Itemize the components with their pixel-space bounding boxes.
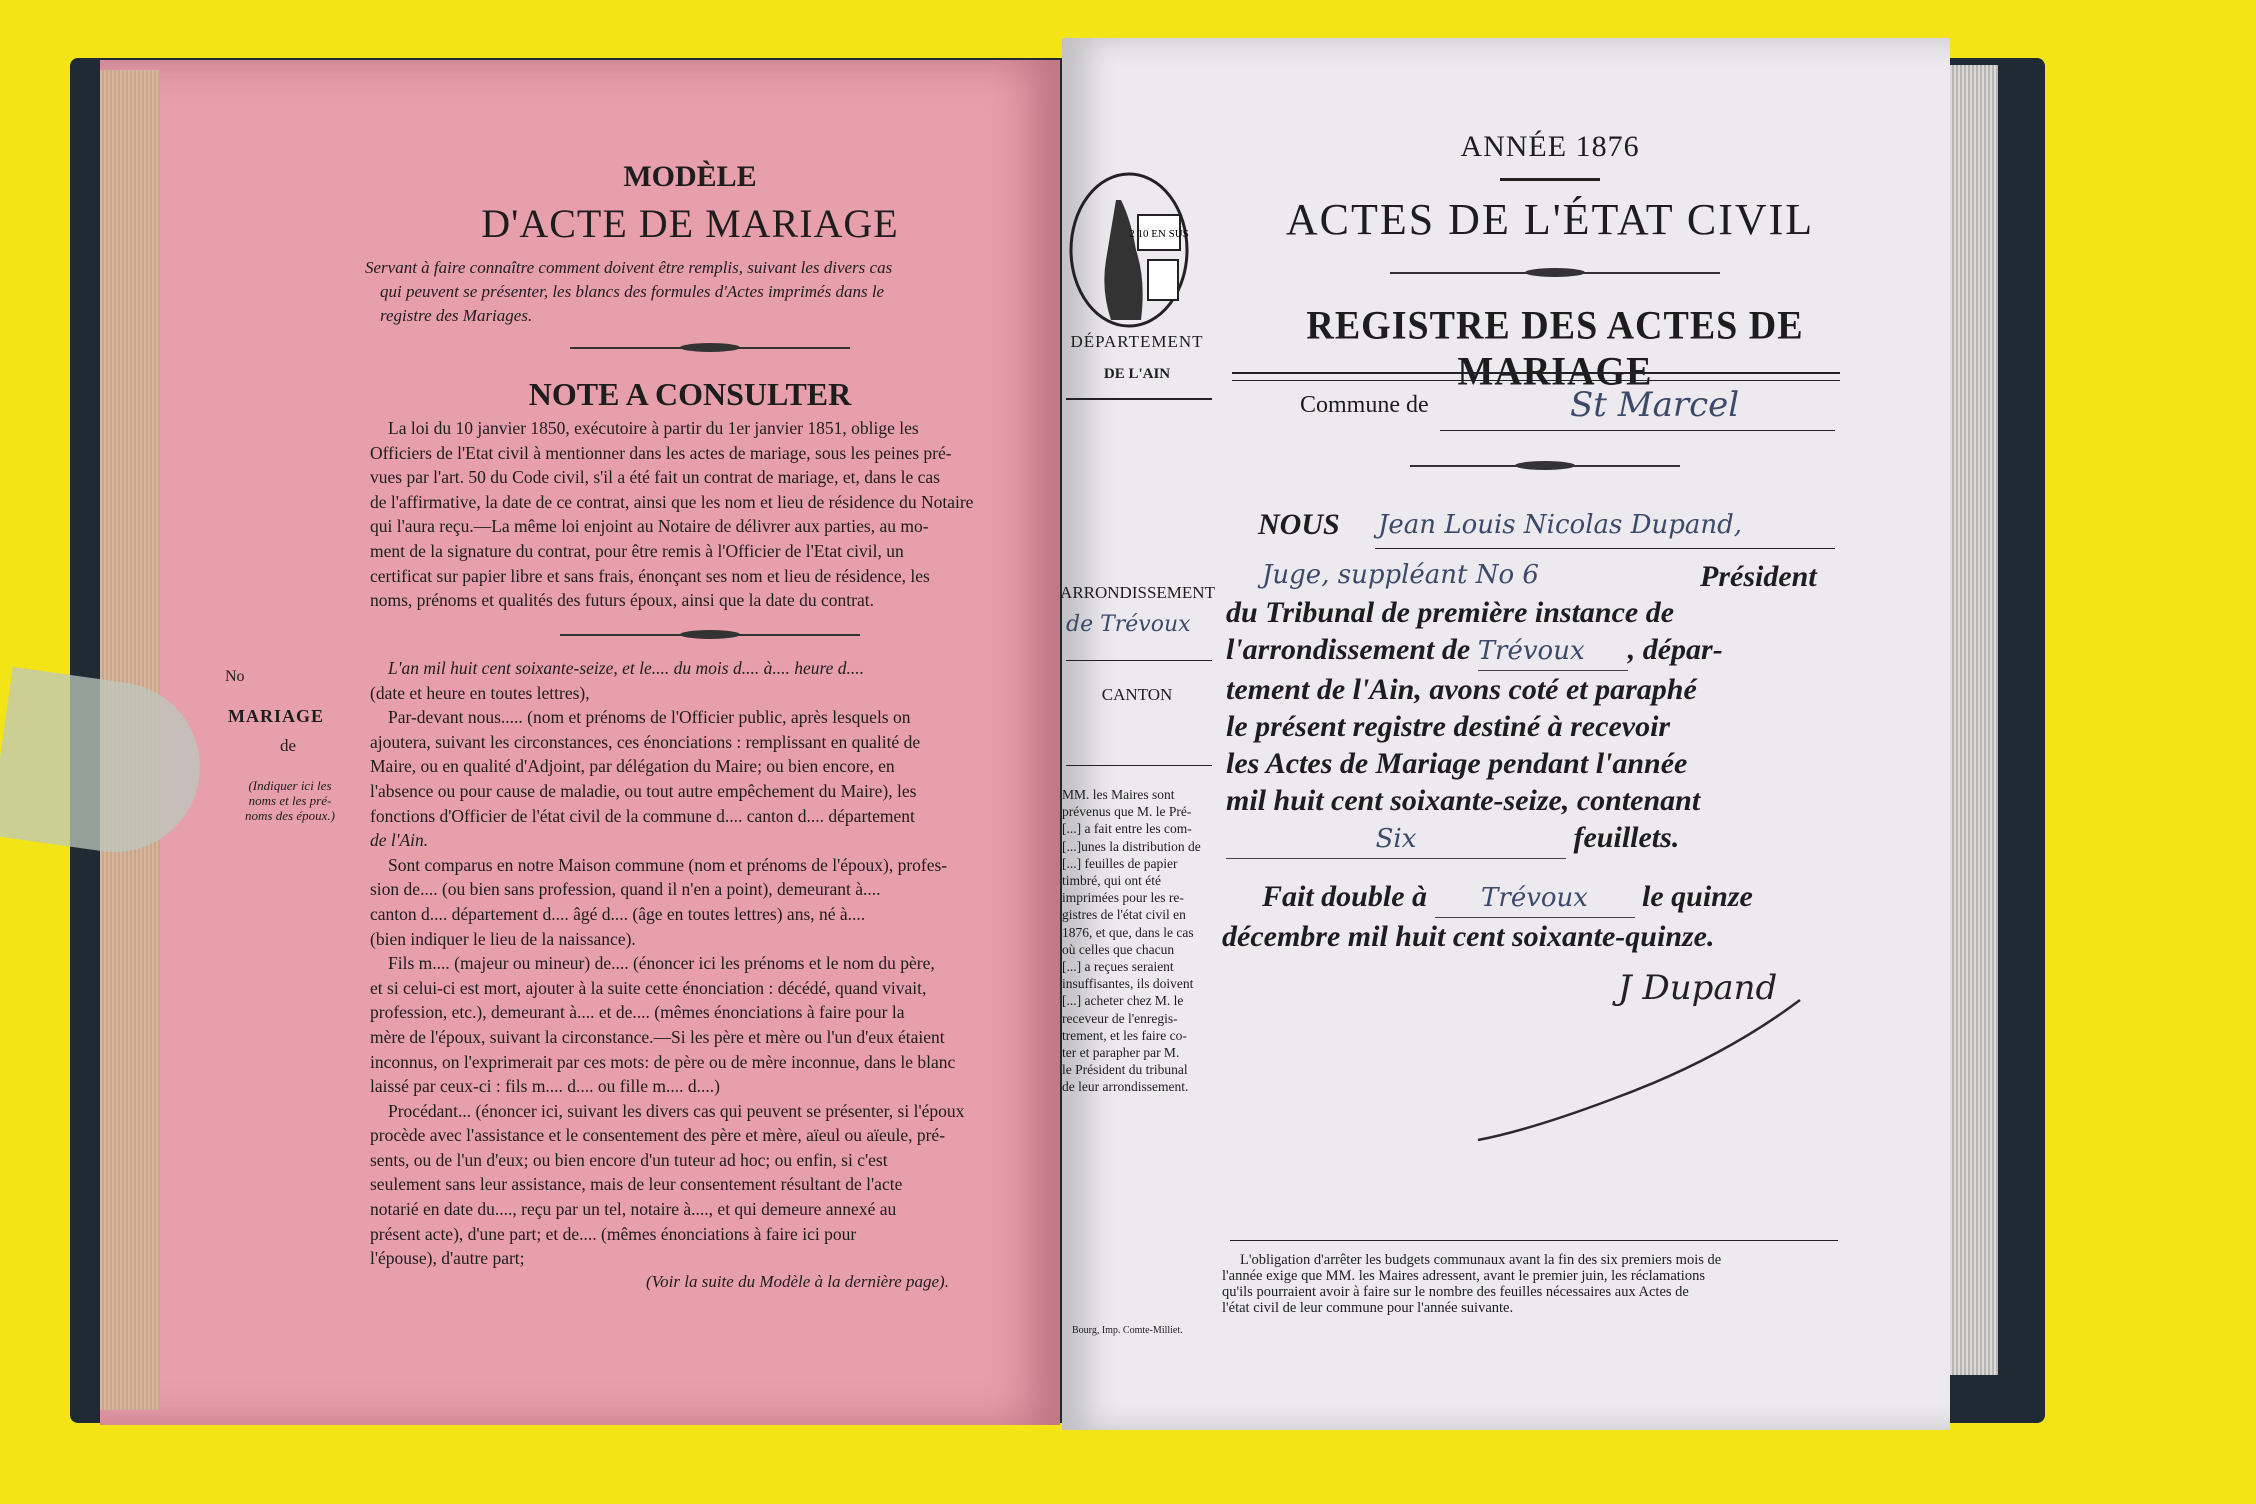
notice-line: où celles que chacun [1062, 941, 1175, 957]
model-line: L'an mil huit cent soixante-seize, et le.... du mois d.... à.... heure d.... [388, 658, 865, 678]
annee-heading: ANNÉE 1876 [1460, 130, 1640, 163]
note-line: ment de la signature du contrat, pour être remis à l'Officier de l'Etat civil, un [370, 540, 904, 561]
note-line: noms, prénoms et qualités des futurs époux, ainsi que la date du contrat. [370, 590, 874, 611]
stamp-figure [1104, 200, 1142, 320]
model-line: sion de.... (ou bien sans profession, quand il n'en a point), demeurant à.... [370, 879, 881, 900]
fait-double [1222, 878, 1852, 956]
note-line: certificat sur papier libre et sans frais, énonçant ses nom et lieu de résidence, les [370, 565, 930, 586]
margin-de: de [280, 736, 297, 755]
count-value: Six [1226, 821, 1566, 859]
margin-no: No [225, 668, 245, 685]
para-line: mil huit cent soixante-seize, contenant [1226, 784, 1701, 817]
model-line: Maire, ou en qualité d'Adjoint, par délégation du Maire; ou bien encore, en [370, 756, 895, 777]
note-body [370, 416, 1030, 613]
notice-line: prévenus que M. le Pré- [1062, 804, 1192, 820]
para-line-count [1226, 819, 1846, 859]
margin-notice [1062, 786, 1217, 1096]
arr-value: Trévoux [1478, 633, 1628, 671]
model-line: notarié en date du...., reçu par un tel, notaire à...., et qui demeure annexé au [370, 1199, 897, 1220]
notice-line: gistres de l'état civil en [1062, 907, 1186, 923]
margin-mariage: MARIAGE [228, 706, 324, 726]
model-line: de l'Ain. [370, 830, 429, 851]
model-line: Sont comparus en notre Maison commune (nom et prénoms de l'époux), profes- [388, 854, 948, 875]
feuillets-label: feuillets. [1573, 821, 1680, 854]
footer-notice [1222, 1252, 1842, 1316]
ornament-divider [1410, 461, 1680, 471]
model-line: sents, ou de l'un d'eux; ou bien encore d'un tuteur ad hoc; ou enfin, si c'est [370, 1149, 888, 1170]
model-line: fonctions d'Officier de l'état civil de la commune d.... canton d.... département [370, 805, 915, 826]
de-l-ain-label: DE L'AIN [1103, 366, 1171, 382]
margin-note [225, 778, 355, 823]
notice-line: [...] a reçues seraient [1062, 959, 1174, 975]
para-line: du Tribunal de première instance de [1226, 596, 1675, 629]
main-paragraph [1226, 594, 1846, 859]
right-page-edges [1950, 65, 1998, 1375]
name-underline [1375, 548, 1835, 549]
printer-imprint: Bourg, Imp. Comte-Milliet. [1072, 1325, 1183, 1336]
subtitle-line: qui peuvent se présenter, les blancs des formules d'Actes imprimés dans le [380, 282, 885, 301]
note-line: de l'affirmative, la date de ce contrat, ainsi que les nom et lieu de résidence du Notaire [370, 491, 974, 512]
notice-line: [...] a fait entre les com- [1062, 821, 1192, 837]
fait-label: Fait double à [1262, 880, 1428, 913]
model-line: (bien indiquer le lieu de la naissance). [370, 928, 636, 949]
nous-label: NOUS [1258, 508, 1340, 541]
stamp-text: 2 10 EN SUS [1129, 228, 1189, 240]
departement-label: DÉPARTEMENT [1070, 332, 1204, 351]
model-line: et si celui-ci est mort, ajouter à la suite cette énonciation : décédé, quand vivait, [370, 977, 927, 998]
ornament-divider [560, 630, 860, 640]
notice-line: de leur arrondissement. [1062, 1079, 1189, 1095]
right-page-title: ACTES DE L'ÉTAT CIVIL [1285, 195, 1815, 244]
commune-label: Commune de [1300, 392, 1429, 418]
signature: J Dupand [1618, 968, 1778, 1008]
model-line: l'épouse), d'autre part; [370, 1248, 525, 1269]
divider-line [1066, 660, 1212, 661]
arrondissement-value: de Trévoux [1066, 612, 1191, 637]
president-label: Président [1700, 560, 1817, 593]
arr-text-end: , dépar- [1627, 633, 1723, 666]
modele-heading: MODÈLE [623, 160, 757, 193]
model-line: canton d.... département d.... âgé d.... (âge en toutes lettres) ans, né à.... [370, 903, 866, 924]
flourish-stroke [1478, 1000, 1800, 1140]
margin-note-line: noms et les pré- [248, 793, 332, 808]
model-line: Par-devant nous..... (nom et prénoms de l'Officier public, après lesquels on [388, 707, 911, 728]
nous-name: Jean Louis Nicolas Dupand, [1378, 510, 1742, 540]
arr-text: l'arrondissement de [1226, 633, 1471, 666]
notice-line: [...] feuilles de papier [1062, 855, 1178, 871]
model-line: seulement sans leur assistance, mais de leur consentement résultant de l'acte [370, 1174, 903, 1195]
model-line: mère de l'époux, suivant la circonstance.—Si les père et mère ou l'un d'eux étaient [370, 1026, 945, 1047]
footer-rule [1230, 1240, 1838, 1241]
footer-line: l'année exige que MM. les Maires adressent, avant le premier juin, les réclamations [1222, 1268, 1705, 1284]
date-line: décembre mil huit cent soixante-quinze. [1222, 920, 1715, 953]
divider-line [1066, 765, 1212, 766]
notice-line: receveur de l'enregis- [1062, 1010, 1178, 1026]
subtitle-line: registre des Mariages. [380, 306, 533, 325]
margin-note-line: (Indiquer ici les [248, 778, 332, 793]
model-line: Fils m.... (majeur ou mineur) de.... (énoncer ici les prénoms et le nom du père, [388, 953, 935, 974]
canton-label: CANTON [1101, 685, 1173, 704]
divider-line [1500, 178, 1600, 181]
divider-line [1232, 372, 1840, 374]
model-line: ajoutera, suivant les circonstances, ces énonciations : remplissant en qualité de [370, 731, 921, 752]
ornament-divider [570, 343, 850, 353]
note-title: NOTE A CONSULTER [528, 376, 852, 412]
stamp-frame [1148, 260, 1178, 300]
footer-line: l'état civil de leur commune pour l'année suivante. [1222, 1300, 1514, 1316]
model-line: laissé par ceux-ci : fils m.... d.... ou fille m.... d....) [370, 1076, 720, 1097]
notice-line: ter et parapher par M. [1062, 1045, 1180, 1061]
le-quinze-label: le quinze [1642, 880, 1753, 913]
registre-heading: REGISTRE DES ACTES DE MARIAGE [1306, 303, 1804, 395]
left-subtitle [365, 256, 1035, 328]
notice-line: insuffisantes, ils doivent [1062, 976, 1194, 992]
commune-value: St Marcel [1570, 385, 1740, 425]
model-line: Procédant... (énoncer ici, suivant les divers cas qui peuvent se présenter, si l'époux [388, 1100, 965, 1121]
model-line: présent acte), d'une part; et de.... (mêmes énonciations à faire ici pour [370, 1223, 857, 1244]
model-line: l'absence ou pour cause de maladie, ou tout autre empêchement du Maire), les [370, 780, 917, 801]
margin-note-line: noms des époux.) [245, 808, 335, 823]
fait-line [1262, 878, 1852, 918]
notice-line: timbré, qui ont été [1062, 873, 1161, 889]
model-line: profession, etc.), demeurant à.... et de.... (mêmes énonciations à faire pour la [370, 1002, 905, 1023]
divider-line [1232, 380, 1840, 381]
divider-line [1066, 398, 1212, 400]
model-line: inconnus, on l'exprimerait par ces mots: de père ou de mère inconnue, dans le blanc [370, 1051, 956, 1072]
model-body [370, 656, 1030, 1271]
model-line: procède avec l'assistance et le consentement des père et mère, aïeul ou aïeule, pré- [370, 1125, 946, 1146]
notice-line: le Président du tribunal [1062, 1062, 1188, 1078]
arrondissement-label: ARRONDISSEMENT [1060, 583, 1215, 602]
footer-line: L'obligation d'arrêter les budgets communaux avant la fin des six premiers mois de [1240, 1252, 1722, 1268]
notice-line: MM. les Maires sont [1062, 787, 1175, 802]
tax-stamp [1066, 170, 1196, 330]
notice-line: trement, et les faire co- [1062, 1027, 1187, 1043]
commune-underline [1440, 430, 1835, 431]
ornament-divider [1390, 268, 1720, 278]
suite-note: (Voir la suite du Modèle à la dernière page). [646, 1272, 949, 1291]
subtitle-line: Servant à faire connaître comment doivent être remplis, suivant les divers cas [365, 258, 893, 277]
note-line: vues par l'art. 50 du Code civil, s'il a été fait un contrat de mariage, et, dans le cas [370, 467, 940, 488]
para-line-arr [1226, 631, 1846, 671]
model-line: (date et heure en toutes lettres), [370, 682, 590, 703]
left-page-title: D'ACTE DE MARIAGE [481, 201, 899, 246]
notice-line: imprimées pour les re- [1062, 890, 1184, 906]
notice-line: 1876, et que, dans le cas [1062, 924, 1194, 940]
para-line: les Actes de Mariage pendant l'année [1226, 747, 1688, 780]
fait-place-value: Trévoux [1435, 879, 1635, 918]
footer-line: qu'ils pourraient avoir à faire sur le nombre des feuilles nécessaires aux Actes de [1222, 1284, 1689, 1300]
para-line: le présent registre destiné à recevoir [1226, 710, 1671, 743]
notice-line: [...] acheter chez M. le [1062, 993, 1184, 1009]
signature-flourish [1470, 980, 1810, 1150]
note-line: qui l'aura reçu.—La même loi enjoint au Notaire de délivrer aux parties, au mo- [370, 516, 929, 537]
notice-line: [...]unes la distribution de [1062, 838, 1201, 854]
para-line: tement de l'Ain, avons coté et paraphé [1226, 673, 1697, 706]
note-line: Officiers de l'Etat civil à mentionner dans les actes de mariage, sous les peines pré- [370, 442, 952, 463]
note-line: La loi du 10 janvier 1850, exécutoire à partir du 1er janvier 1851, oblige les [388, 418, 919, 438]
juge-value: Juge, suppléant No 6 [1262, 560, 1539, 590]
